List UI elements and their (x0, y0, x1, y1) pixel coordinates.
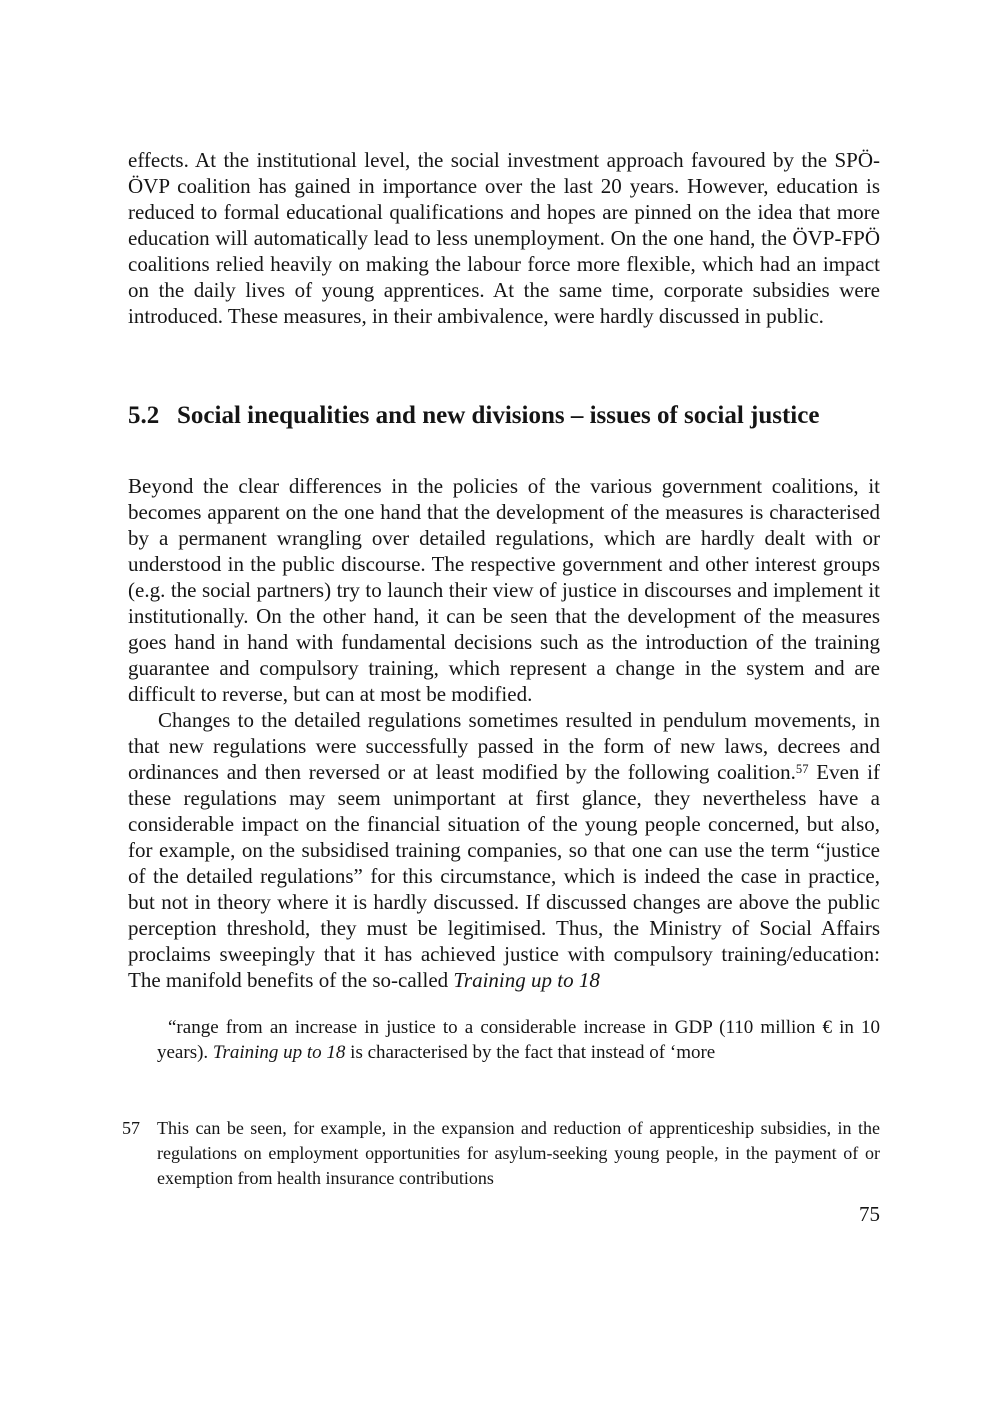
footnote-reference: 57 (795, 762, 809, 777)
block-quote (157, 1015, 880, 1065)
paragraph-changes (128, 707, 880, 993)
italic-term: Training up to 18 (453, 968, 600, 992)
paragraph-changes-continued: Even if these regulations may seem unimportant at first glance, they nevertheless have a considerable impact on the financial situation of the young people concerned, but also, for example, on the subsidised training companies, so that one can use the term “justice of the detailed regulations” for this circumstance, which is indeed the case in practice, but not in theory where it is hardly discussed. If discussed changes are above the public perception threshold, they must be legitimised. Thus, the Ministry of Social Affairs proclaims sweepingly that it has achieved justice with compulsory training/education: The manifold benefits of the so-called (128, 760, 880, 992)
section-heading (128, 398, 880, 433)
footnote (122, 1116, 880, 1191)
intro-paragraph: effects. At the institutional level, the social investment approach favoured by the SPÖ-ÖVP coalition has gained in importance over the last 20 years. However, education is reduced to formal educational qualifications and hopes are pinned on the idea that more education will automatically lead to less unemployment. On the one hand, the ÖVP-FPÖ coalitions relied heavily on making the labour force more flexible, which had an impact on the daily lives of young apprentices. At the same time, corporate subsidies were introduced. These measures, in their ambivalence, were hardly discussed in public. (128, 148, 880, 328)
footnote-text: This can be seen, for example, in the expansion and reduction of apprenticeship subsidies, in the regulations on employment opportunities for asylum-seeking young people, in the payment of or exemption from health insurance contributions (157, 1118, 880, 1188)
paragraph-beyond: Beyond the clear differences in the policies of the various government coalitions, it becomes apparent on the one hand that the development of the measures is characterised by a permanent wrangling over detailed regulations, which are hardly dealt with or understood in the public discourse. The respective government and other interest groups (e.g. the social partners) try to launch their view of justice in discourses and implement it institutionally. On the other hand, it can be seen that the development of the measures goes hand in hand with fundamental decisions such as the introduction of the training guarantee and compulsory training, which represent a change in the system and are difficult to reverse, but can at most be modified. (128, 474, 880, 706)
section-title: Social inequalities and new divisions – issues of social justice (177, 402, 820, 429)
footnote-number: 57 (122, 1118, 140, 1138)
quote-text: “range from an increase in justice to a considerable increase in GDP (110 million € in 10 years). (157, 1017, 880, 1063)
section-number: 5.2 (128, 402, 160, 429)
text-column (122, 147, 880, 1227)
italic-term: Training up to 18 (212, 1042, 346, 1063)
quote-text-continued: is characterised by the fact that instead of ‘more (345, 1042, 716, 1063)
paragraph-changes-text: Changes to the detailed regulations sometimes resulted in pendulum movements, in that new regulations were successfully passed in the form of new laws, decrees and ordinances and then reversed or at least modified by the following coalition. (128, 708, 880, 784)
page-number: 75 (859, 1202, 880, 1226)
